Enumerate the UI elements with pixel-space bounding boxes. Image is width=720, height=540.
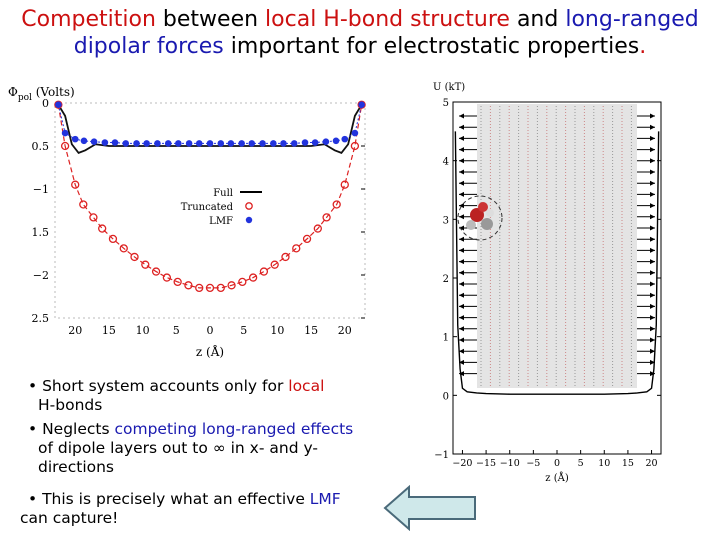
lmf-point: [291, 140, 298, 147]
right-ylabel: U (kT): [433, 82, 466, 93]
left-xtick-label: 15: [304, 324, 319, 337]
lmf-point: [72, 136, 79, 143]
truncated-point: [293, 245, 300, 252]
lmf-point: [175, 140, 182, 147]
lmf-point: [62, 130, 69, 137]
title-line-2: [0, 33, 720, 60]
legend: [181, 188, 262, 227]
lmf-point: [133, 140, 140, 147]
truncated-point: [341, 181, 348, 188]
left-xtick-label: 10: [135, 324, 150, 337]
lmf-point: [196, 140, 203, 147]
bullet-2-cont-2: directions: [38, 458, 115, 476]
title-line-1: [0, 6, 720, 33]
title-period: .: [639, 34, 647, 59]
right-xlabel: z (Å): [545, 473, 569, 484]
lmf-point: [228, 140, 235, 147]
right-ytick-label: 4: [442, 156, 449, 168]
left-ytick-label: −1: [32, 183, 49, 196]
title-term-competition: Competition: [21, 7, 156, 32]
truncated-point: [260, 268, 267, 275]
legend-truncated-marker: [246, 203, 252, 209]
right-xtick-label: 0: [553, 458, 561, 469]
right-xtick-label: 20: [645, 458, 658, 469]
water-slab: [477, 104, 637, 388]
lmf-point: [302, 139, 309, 146]
legend-full-label: Full: [213, 188, 233, 199]
lmf-point: [217, 140, 224, 147]
title-text: between: [155, 7, 266, 32]
title-term-dipolar: dipolar forces: [73, 34, 224, 59]
left-xlabel: z (Å): [195, 345, 225, 359]
lmf-point: [186, 140, 193, 147]
truncated-point: [282, 253, 289, 260]
left-xtick-label: 15: [101, 324, 116, 337]
truncated-point: [142, 261, 149, 268]
lmf-point: [270, 140, 277, 147]
title-text: and: [509, 7, 566, 32]
right-ytick-label: 5: [442, 98, 449, 109]
lmf-point: [352, 130, 359, 137]
right-ytick-label: 3: [442, 215, 449, 227]
left-ytick-label: 0.5: [31, 140, 49, 153]
left-xtick-label: 0: [206, 324, 214, 337]
slide-title: [0, 6, 720, 60]
lmf-point: [122, 140, 129, 147]
bullet-3-cont: can capture!: [20, 509, 119, 527]
lmf-point: [207, 140, 214, 147]
truncated-point: [90, 214, 97, 221]
lmf-point: [55, 101, 62, 108]
left-xtick-label: 5: [172, 324, 180, 337]
bullet-1: • Short system accounts only for local: [28, 377, 325, 395]
lmf-point: [323, 138, 330, 145]
lmf-point: [154, 140, 161, 147]
lmf-point: [280, 140, 287, 147]
right-xtick-label: −20: [452, 458, 473, 469]
bullet-2: • Neglects competing long-ranged effects: [28, 420, 354, 438]
energy-plot: [415, 78, 720, 490]
lmf-point: [91, 138, 98, 145]
right-ytick-label: −1: [434, 450, 449, 461]
right-xtick-label: 5: [577, 458, 584, 469]
right-xtick-label: 15: [621, 458, 634, 469]
left-ytick-label: 1.5: [31, 226, 49, 239]
left-ytick-label: −2: [32, 269, 49, 282]
lmf-point: [333, 138, 340, 145]
lmf-point: [259, 140, 266, 147]
bullet-1-cont: H-bonds: [38, 396, 103, 414]
series-truncated-line: [58, 105, 361, 288]
left-xtick-label: 20: [68, 324, 83, 337]
lmf-point: [81, 138, 88, 145]
title-term-local: local H-bond structure: [265, 7, 510, 32]
lmf-point: [248, 140, 255, 147]
right-xtick-label: 10: [598, 458, 611, 469]
left-xtick-label: 5: [240, 324, 248, 337]
right-ytick-label: 1: [442, 332, 449, 344]
lmf-point: [341, 136, 348, 143]
truncated-point: [99, 225, 106, 232]
legend-lmf-marker: [246, 217, 252, 223]
lmf-point: [312, 139, 319, 146]
lmf-point: [238, 140, 245, 147]
right-ytick-label: 0: [442, 391, 449, 403]
truncated-point: [239, 278, 246, 285]
lmf-point: [112, 139, 119, 146]
left-ylabel: $\Phi_{pol}$ (Volts): [8, 85, 75, 103]
right-xtick-label: −5: [526, 458, 541, 469]
legend-truncated-label: Truncated: [180, 202, 233, 213]
left-ytick-label: 0: [42, 97, 49, 110]
lmf-point: [358, 101, 365, 108]
lmf-point: [165, 140, 172, 147]
left-ytick-label: 2.5: [31, 312, 49, 325]
potential-plot: [0, 78, 400, 368]
lmf-point: [143, 140, 150, 147]
left-xtick-label: 20: [337, 324, 352, 337]
left-xtick-label: 10: [270, 324, 285, 337]
truncated-point: [163, 274, 170, 281]
right-ytick-label: 2: [442, 274, 449, 285]
left-arrow-icon: [383, 485, 478, 531]
right-xtick-label: −10: [499, 458, 520, 469]
title-text: important for electrostatic properties: [223, 34, 640, 59]
bullet-2-cont: of dipole layers out to ∞ in x- and y-: [38, 439, 318, 457]
lmf-point: [102, 139, 109, 146]
title-term-long-ranged: long-ranged: [565, 7, 699, 32]
bullet-3: • This is precisely what an effective LMF: [28, 490, 341, 508]
right-xtick-label: −15: [476, 458, 497, 469]
legend-lmf-label: LMF: [209, 216, 233, 227]
truncated-point: [80, 201, 87, 208]
series-lmf-line: [58, 105, 361, 144]
